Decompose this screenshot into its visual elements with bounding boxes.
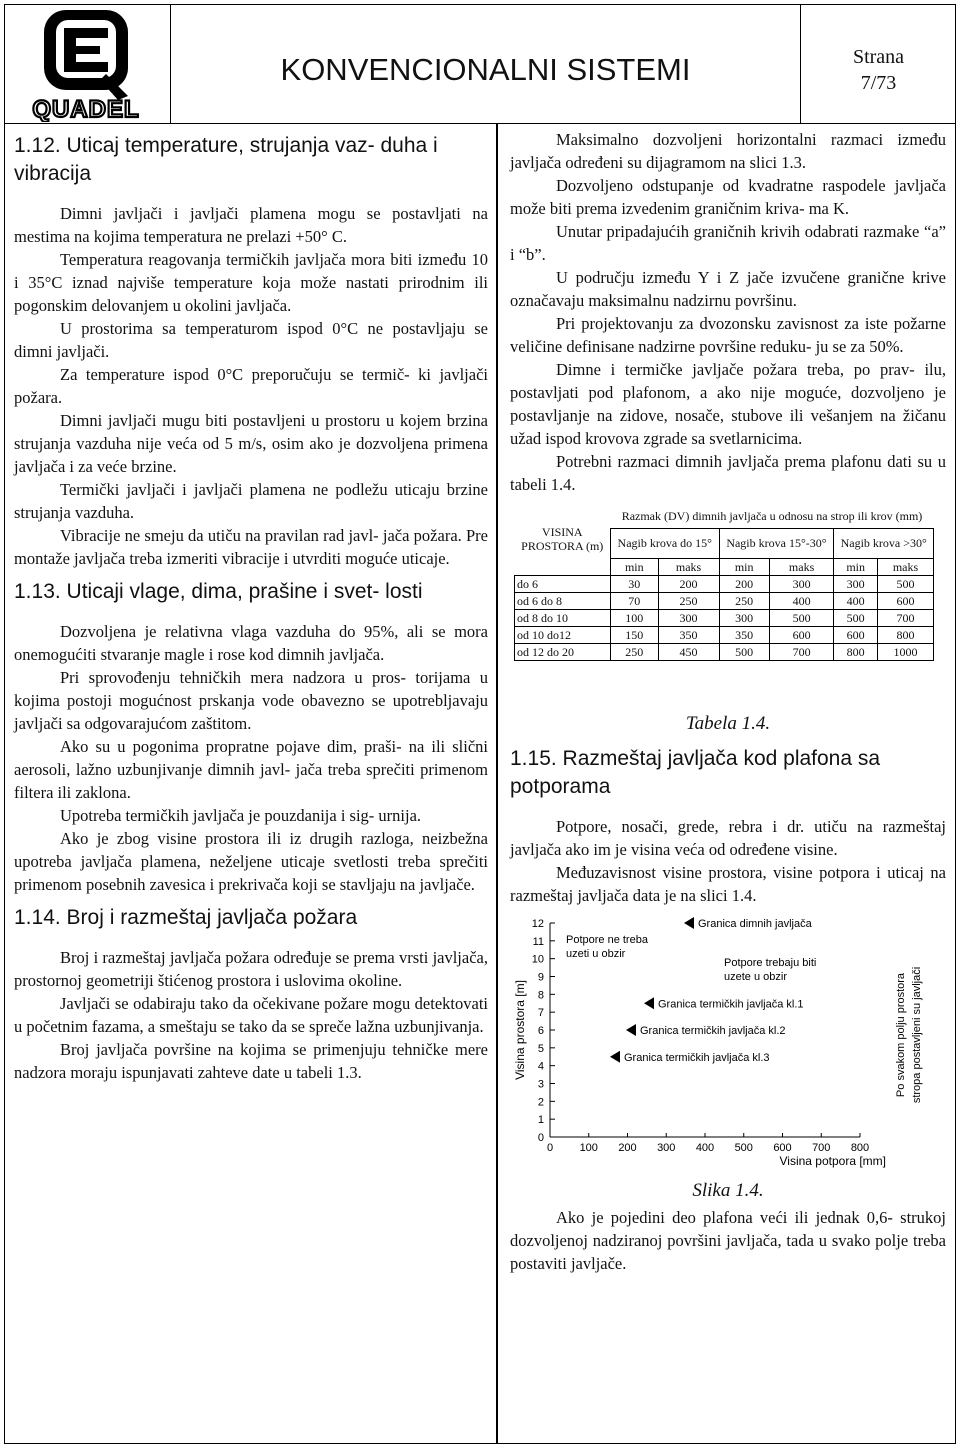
- table-cell: 300: [834, 575, 878, 592]
- y-tick-label: 0: [537, 1132, 544, 1144]
- series-label: Granica dimnih javljača: [698, 918, 812, 930]
- paragraph: Pri sprovođenju tehničkih mera nadzora u pros- torijama u kojima postoji mogućnost prskanja vode obavezno se upotrebljavaju javljači sa odgovarajućom zaštitom.: [14, 668, 488, 733]
- annotation-no-support: Potpore ne treba: [566, 934, 648, 946]
- table-cell: 350: [719, 626, 769, 643]
- paragraph: Potrebni razmaci dimnih javljača prema plafonu dati su u tabeli 1.4.: [510, 452, 946, 494]
- paragraph: Međuzavisnost visine prostora, visine potpora i uticaj na razmeštaj javljača data je na slici 1.4.: [510, 863, 946, 905]
- support-height-chart: [510, 913, 946, 1175]
- sub-header: maks: [658, 558, 719, 575]
- paragraph: Broj javljača površine na kojima se primenjuju tehničke mere nadzora moraju ispunjavati zahteve date u tabeli 1.3.: [14, 1040, 488, 1082]
- page-header: [4, 4, 956, 124]
- paragraph: Potpore, nosači, grede, rebra i dr. utiču na razmeštaj javljača ako im je visina veća od određene visine.: [510, 817, 946, 859]
- annotation-with-support: Potpore trebaju biti: [724, 957, 817, 969]
- table-cell: 700: [769, 643, 834, 660]
- table-cell: 300: [769, 575, 834, 592]
- table-cell: 600: [769, 626, 834, 643]
- y-tick-label: 9: [537, 971, 544, 984]
- x-tick-label: 600: [773, 1142, 792, 1154]
- sub-header: min: [611, 558, 659, 575]
- row-label: od 10 do12: [515, 626, 611, 643]
- section-heading-1-14: 1.14. Broj i razmeštaj javljača požara: [14, 906, 358, 929]
- column-divider: [496, 124, 498, 1444]
- series-label: Granica termičkih javljača kl.2: [640, 1025, 786, 1037]
- x-tick-labels: [547, 1142, 869, 1154]
- x-tick-label: 400: [695, 1142, 715, 1154]
- paragraph: Ako su u pogonima propratne pojave dim, praši- na ili slični aerosoli, lažno uzbunjivanje dimnih javl- jača treba sprečiti primenom filtera ili zaklona.: [14, 737, 488, 802]
- paragraph: Upotreba termičkih javljača je pouzdanija i sig- urnija.: [60, 806, 422, 825]
- table-cell: 70: [611, 592, 659, 609]
- annotation-no-support-line2: uzeti u obzir: [566, 948, 626, 960]
- sub-header: min: [834, 558, 878, 575]
- y-tick-label: 8: [537, 989, 544, 1002]
- table-cell: 300: [719, 609, 769, 626]
- y-tick-label: 11: [532, 935, 544, 948]
- paragraph: Unutar pripadajućih graničnih krivih odabrati razmake “a” i “b”.: [510, 222, 946, 264]
- left-column: [14, 128, 488, 1084]
- paragraph: Ako je pojedini deo plafona veći ili jednak 0,6- strukoj dozvoljenoj nadziranoj površini javljača, tada u svako polje treba postaviti javljače.: [510, 1208, 946, 1273]
- y-tick-label: 6: [537, 1025, 544, 1037]
- chart-svg: [510, 913, 946, 1175]
- annotation-each-field-line2: stropa postavljeni su javljači: [911, 966, 923, 1104]
- sub-header: maks: [877, 558, 933, 575]
- table-cell: 600: [877, 592, 933, 609]
- row-header-cell: VISINA PROSTORA (m): [521, 525, 604, 554]
- x-tick-label: 0: [546, 1142, 554, 1154]
- table-cell: 500: [769, 609, 834, 626]
- table-cell: 400: [769, 592, 834, 609]
- page-indicator: [801, 4, 956, 124]
- paragraph: Ako je zbog visine prostora ili iz drugih razloga, neizbežna upotreba javljača plamena, neželjene uticaje svetlosti treba sprečiti primenom posebnih zavesica i prekrivača koji se stavljaju na javljače.: [14, 829, 488, 894]
- detector-spacing-table: [510, 504, 946, 704]
- paragraph: Dozvoljena je relativna vlaga vazduha do 95%, ali se mora onemogućiti stvaranje magle i rose kod dimnih javljača.: [14, 622, 488, 664]
- sub-header: min: [719, 558, 769, 575]
- series-label: Granica termičkih javljača kl.3: [624, 1051, 770, 1064]
- row-label: od 6 do 8: [515, 592, 611, 609]
- table-cell: 350: [658, 626, 719, 643]
- annotation-each-field: Po svakom polju prostora: [895, 972, 907, 1098]
- y-tick-label: 12: [531, 918, 544, 930]
- section-heading-1-13: 1.13. Uticaji vlage, dima, prašine i svet- losti: [14, 580, 423, 603]
- paragraph: Dozvoljeno odstupanje od kvadratne raspodele javljača može biti prema izvedenim graničnim kriva- ma K.: [510, 176, 946, 218]
- y-tick-label: 7: [537, 1007, 544, 1020]
- paragraph: U području između Y i Z jače izvučene granične krive označavaju maksimalnu nadzirnu površinu.: [510, 268, 946, 310]
- table-cell: 200: [658, 575, 719, 592]
- table-cell: 300: [658, 609, 719, 626]
- table-row: [515, 643, 934, 660]
- y-tick-labels: [532, 918, 544, 1144]
- y-tick-label: 1: [537, 1114, 544, 1127]
- y-tick-label: 2: [537, 1096, 544, 1109]
- table-cell: 400: [834, 592, 878, 609]
- x-axis-label: Visina potpora [mm]: [779, 1154, 886, 1168]
- table-row: [515, 592, 934, 609]
- series-marker-arrow: [610, 1051, 620, 1063]
- x-tick-label: 300: [657, 1142, 676, 1154]
- paragraph: Dimne i termičke javljače požara treba, po prav- ilu, postavljati pod plafonom, a ako nije moguće, dozvoljeno je postavljanje na zidove, nosače, stubove ili vešanjem na žičanu užad ispod krovova zgrade sa svetlarnicima.: [510, 360, 946, 448]
- table-cell: 250: [719, 592, 769, 609]
- paragraph: Maksimalno dozvoljeni horizontalni razmaci između javljača određeni su dijagramom na slici 1.3.: [510, 130, 946, 172]
- table-cell: 450: [658, 643, 719, 660]
- table-cell: 800: [834, 643, 878, 660]
- table-cell: 1000: [877, 643, 933, 660]
- table-cell: 30: [611, 575, 659, 592]
- table-cell: 600: [834, 626, 878, 643]
- table-cell: 250: [658, 592, 719, 609]
- paragraph: Temperatura reagovanja termičkih javljača mora biti između 10 i 35°C iznad najviše temperature koja može nastati prirodnim ili pogonskim delovanjem u okolini javljača.: [14, 250, 488, 315]
- x-tick-label: 200: [618, 1142, 637, 1154]
- table-caption: Tabela 1.4.: [685, 713, 771, 734]
- table-top-header: Razmak (DV) dimnih javljača u odnosu na strop ili krov (mm): [621, 508, 923, 523]
- paragraph: Pri projektovanju za dvozonsku zavisnost za iste požarne veličine definisane nadzirne površine reduku- ju se za 50%.: [510, 314, 946, 356]
- table-cell: 250: [611, 643, 659, 660]
- right-column: [510, 128, 946, 1275]
- table-row: [515, 626, 934, 643]
- y-tick-label: 4: [537, 1060, 544, 1073]
- section-heading-1-12: 1.12. Uticaj temperature, strujanja vaz- duha i vibracija: [14, 134, 438, 185]
- quadel-logo: [4, 4, 171, 124]
- table-cell: 500: [834, 609, 878, 626]
- paragraph: Javljači se odabiraju tako da očekivane požare mogu detektovati u početnim fazama, a smeštaju se tako da se spreče lažna uzbunjivanja.: [14, 994, 488, 1036]
- paragraph: Dimni javljači mugu biti postavljeni u prostoru u kojem brzina strujanja vazduha nije veća od 5 m/s, osim ako je dozvoljena primena javljača i za veće brzine.: [14, 411, 488, 476]
- y-tick-label: 5: [537, 1042, 544, 1055]
- series-marker-arrow: [644, 997, 654, 1009]
- group-header: Nagib krova >30°: [834, 528, 934, 558]
- paragraph: Dimni javljači i javljači plamena mogu se postavljati na mestima na kojima temperatura ne prelazi +50° C.: [14, 204, 488, 246]
- paragraph: Broj i razmeštaj javljača požara određuje se prema vrsti javljača, prostornoj geometriji štićenog prostora i uslovima okoline.: [14, 948, 488, 990]
- series-marker-arrow: [626, 1024, 636, 1036]
- paragraph: Vibracije ne smeju da utiču na pravilan rad javl- jača požara. Pre montaže javljača treba izmeriti vibracije i utvrditi moguće uticaje.: [14, 526, 488, 568]
- x-tick-label: 800: [850, 1142, 870, 1154]
- row-label: od 8 do 10: [515, 609, 611, 626]
- table-cell: 500: [719, 643, 769, 660]
- paragraph: U prostorima sa temperaturom ispod 0°C ne postavljaju se dimni javljači.: [14, 319, 488, 361]
- group-header: Nagib krova 15°-30°: [719, 528, 834, 558]
- sub-header: maks: [769, 558, 834, 575]
- table-cell: 500: [877, 575, 933, 592]
- table-row: [515, 609, 934, 626]
- paragraph: Termički javljači i javljači plamena ne podležu uticaju brzine strujanja vazduha.: [14, 480, 488, 522]
- page-label: Strana: [852, 46, 905, 68]
- group-header: Nagib krova do 15°: [611, 528, 720, 558]
- table-row: [515, 575, 934, 592]
- section-heading-1-15: 1.15. Razmeštaj javljača kod plafona sa potporama: [510, 747, 881, 798]
- x-tick-label: 700: [812, 1142, 831, 1154]
- y-tick-label: 10: [531, 953, 544, 966]
- table-cell: 100: [611, 609, 659, 626]
- series-marker-arrow: [684, 917, 694, 929]
- x-tick-label: 100: [579, 1142, 598, 1154]
- series-label: Granica termičkih javljača kl.1: [658, 998, 804, 1011]
- page-number: 7/73: [860, 72, 897, 94]
- annotation-with-support-line2: uzete u obzir: [724, 971, 787, 983]
- x-tick-label: 500: [734, 1142, 753, 1154]
- y-tick-label: 3: [537, 1078, 544, 1091]
- table-cell: 800: [877, 626, 933, 643]
- header-title: KONVENCIONALNI SISTEMI: [171, 4, 801, 124]
- paragraph: Za temperature ispod 0°C preporučuju se termič- ki javljači požara.: [14, 365, 488, 407]
- y-axis-label: Visina prostora [m]: [513, 980, 527, 1080]
- table-cell: 200: [719, 575, 769, 592]
- table-cell: 700: [877, 609, 933, 626]
- row-label: od 12 do 20: [515, 643, 611, 660]
- row-label: do 6: [515, 575, 611, 592]
- svg-text:QUADEL: QUADEL: [32, 96, 140, 122]
- figure-caption: Slika 1.4.: [692, 1180, 764, 1201]
- table-cell: 150: [611, 626, 659, 643]
